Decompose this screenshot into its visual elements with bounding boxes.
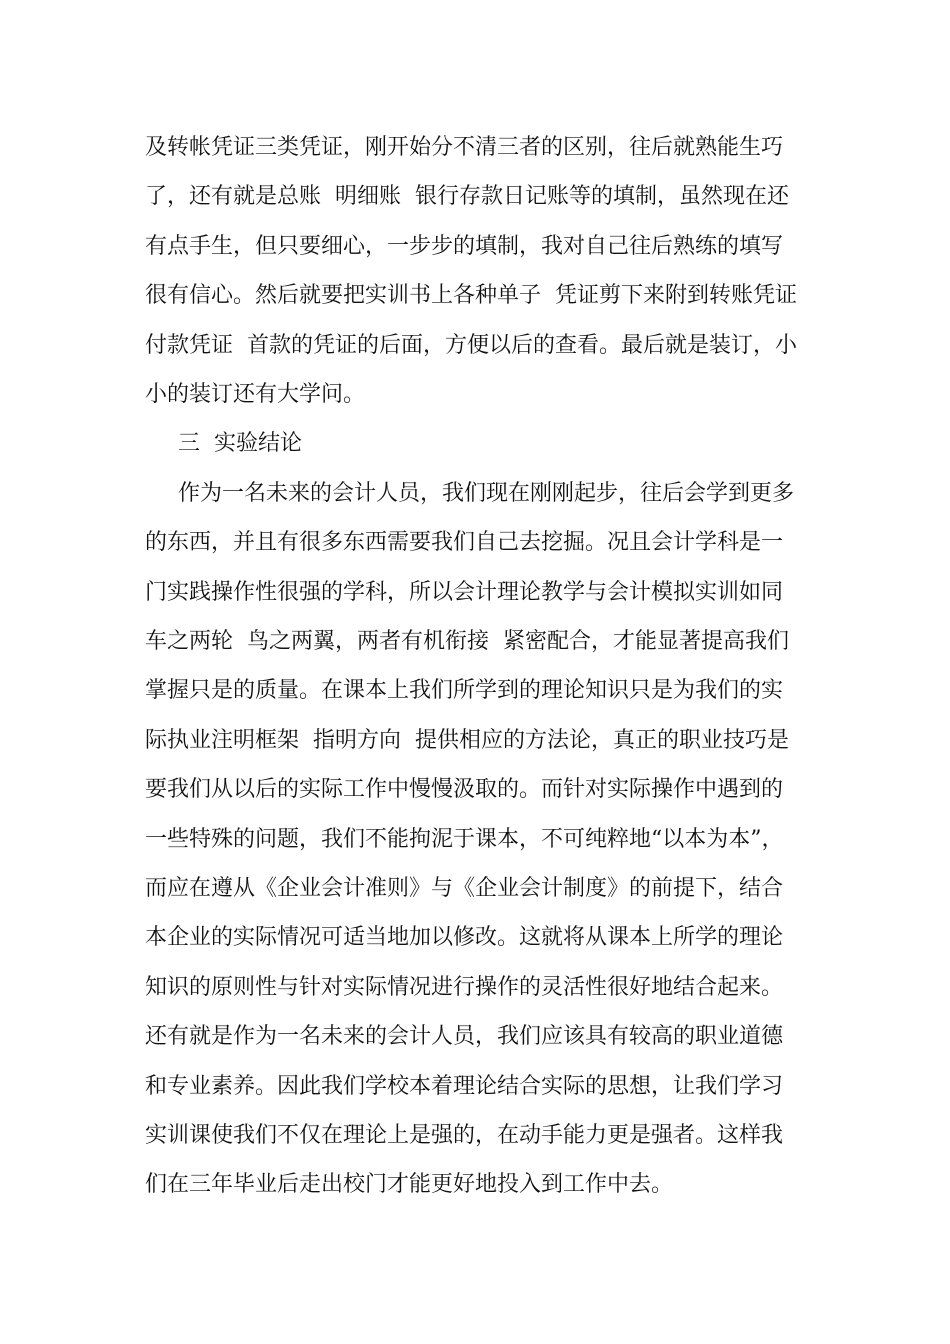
text-line: 本企业的实际情况可适当地加以修改。这就将从课本上所学的理论 xyxy=(145,925,784,951)
text-line: 际执业注明框架 指明方向 提供相应的方法论，真正的职业技巧是 xyxy=(145,727,789,753)
text-line: 一些特殊的问题，我们不能拘泥于课本，不可纯粹地“以本为本”， xyxy=(145,826,784,852)
text-line: 还有就是作为一名未来的会计人员，我们应该具有较高的职业道德 xyxy=(145,1024,784,1050)
paragraph-first-line: 作为一名未来的会计人员，我们现在刚刚起步，往后会学到更多 xyxy=(178,480,795,506)
text-line: 掌握只是的质量。在课本上我们所学到的理论知识只是为我们的实 xyxy=(145,678,784,704)
text-line: 及转帐凭证三类凭证，刚开始分不清三者的区别，往后就熟能生巧 xyxy=(145,135,784,160)
text-line: 实训课使我们不仅在理论上是强的，在动手能力更是强者。这样我 xyxy=(145,1123,784,1148)
text-line: 和专业素养。因此我们学校本着理论结合实际的思想，让我们学习 xyxy=(145,1073,784,1099)
text-line: 们在三年毕业后走出校门才能更好地投入到工作中去。 xyxy=(145,1172,674,1198)
text-line: 要我们从以后的实际工作中慢慢汲取的。而针对实际操作中遇到的 xyxy=(145,777,784,803)
text-line: 而应在遵从《企业会计准则》与《企业会计制度》的前提下，结合 xyxy=(145,876,784,901)
text-line: 很有信心。然后就要把实训书上各种单子 凭证剪下来附到转账凭证 xyxy=(145,283,797,309)
text-line: 付款凭证 首款的凭证的后面，方便以后的查看。最后就是装订，小 xyxy=(145,332,797,358)
text-line: 的东西，并且有很多东西需要我们自己去挖掘。况且会计学科是一 xyxy=(145,530,784,556)
section-heading: 三 实验结论 xyxy=(178,431,302,457)
text-line: 有点手生，但只要细心，一步步的填制，我对自己往后熟练的填写 xyxy=(145,233,784,259)
text-line: 知识的原则性与针对实际情况进行操作的灵活性很好地结合起来。 xyxy=(145,974,784,1000)
text-line: 门实践操作性很强的学科，所以会计理论教学与会计模拟实训如同 xyxy=(145,579,784,605)
text-line: 车之两轮 鸟之两翼，两者有机衔接 紧密配合，才能显著提高我们 xyxy=(145,629,789,654)
text-line: 小的装订还有大学问。 xyxy=(145,382,366,407)
text-line: 了，还有就是总账 明细账 银行存款日记账等的填制，虽然现在还 xyxy=(145,184,789,210)
